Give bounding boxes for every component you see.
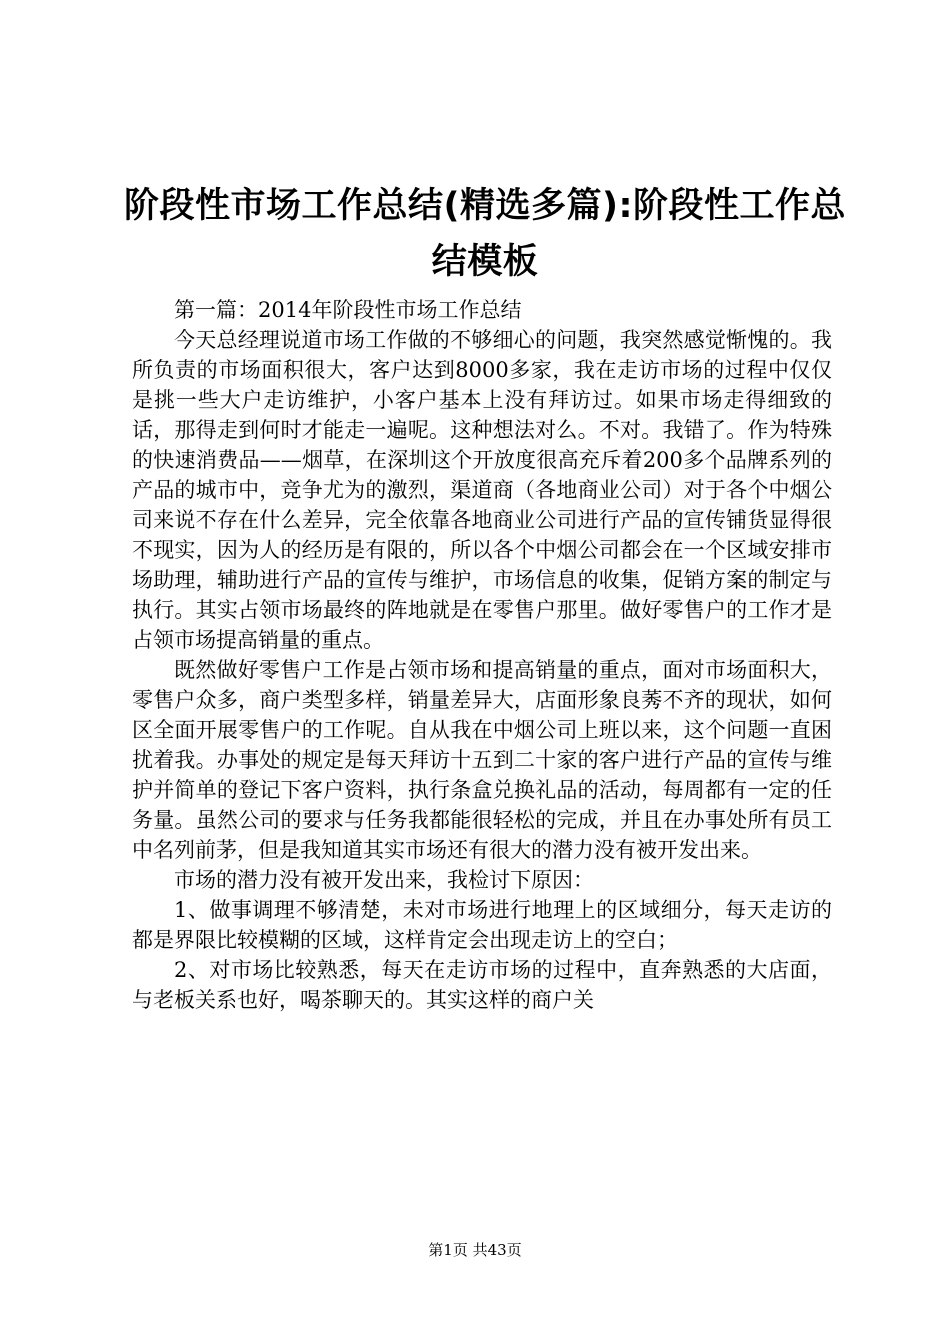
section-heading: 第一篇：2014年阶段性市场工作总结 [174, 298, 522, 322]
page-footer: 第1页 共43页 [428, 1241, 522, 1259]
document-title: 阶段性市场工作总结(精选多篇):阶段性工作总结模板 [124, 186, 846, 282]
paragraph: 今天总经理说道市场工作做的不够细心的问题，我突然感觉惭愧的。我所负责的市场面积很大，客户达到8000多家，我在走访市场的过程中仅仅是挑一些大户走访维护，小客户基本上没有拜访过。如果市场走得细致的话，那得走到何时才能走一遍呢。这种想法对么。不对。我错了。作为特殊的快速消费品——烟草，在深圳这个开放度很高充斥着200多个品牌系列的产品的城市中，竞争尤为的激烈，渠道商（各地商业公司）对于各个中烟公司来说不存在什么差异，完全依靠各地商业公司进行产品的宣传铺货显得很不现实，因为人的经历是有限的，所以各个中烟公司都会在一个区域安排市场助理，辅助进行产品的宣传与维护，市场信息的收集，促销方案的制定与执行。其实占领市场最终的阵地就是在零售户那里。做好零售户的工作才是占领市场提高销量的重点。 [132, 328, 832, 652]
document-body [132, 295, 832, 1015]
paragraph: 市场的潜力没有被开发出来，我检讨下原因： [174, 868, 594, 892]
list-item: 1、做事调理不够清楚，未对市场进行地理上的区域细分，每天走访的都是界限比较模糊的区域，这样肯定会出现走访上的空白； [132, 898, 832, 952]
list-item: 2、对市场比较熟悉，每天在走访市场的过程中，直奔熟悉的大店面，与老板关系也好，喝茶聊天的。其实这样的商户关 [132, 958, 832, 1012]
paragraph: 既然做好零售户工作是占领市场和提高销量的重点，面对市场面积大，零售户众多，商户类型多样，销量差异大，店面形象良莠不齐的现状，如何区全面开展零售户的工作呢。自从我在中烟公司上班以来，这个问题一直困扰着我。办事处的规定是每天拜访十五到二十家的客户进行产品的宣传与维护并简单的登记下客户资料，执行条盒兑换礼品的活动，每周都有一定的任务量。虽然公司的要求与任务我都能很轻松的完成，并且在办事处所有员工中名列前茅，但是我知道其实市场还有很大的潜力没有被开发出来。 [132, 658, 832, 862]
